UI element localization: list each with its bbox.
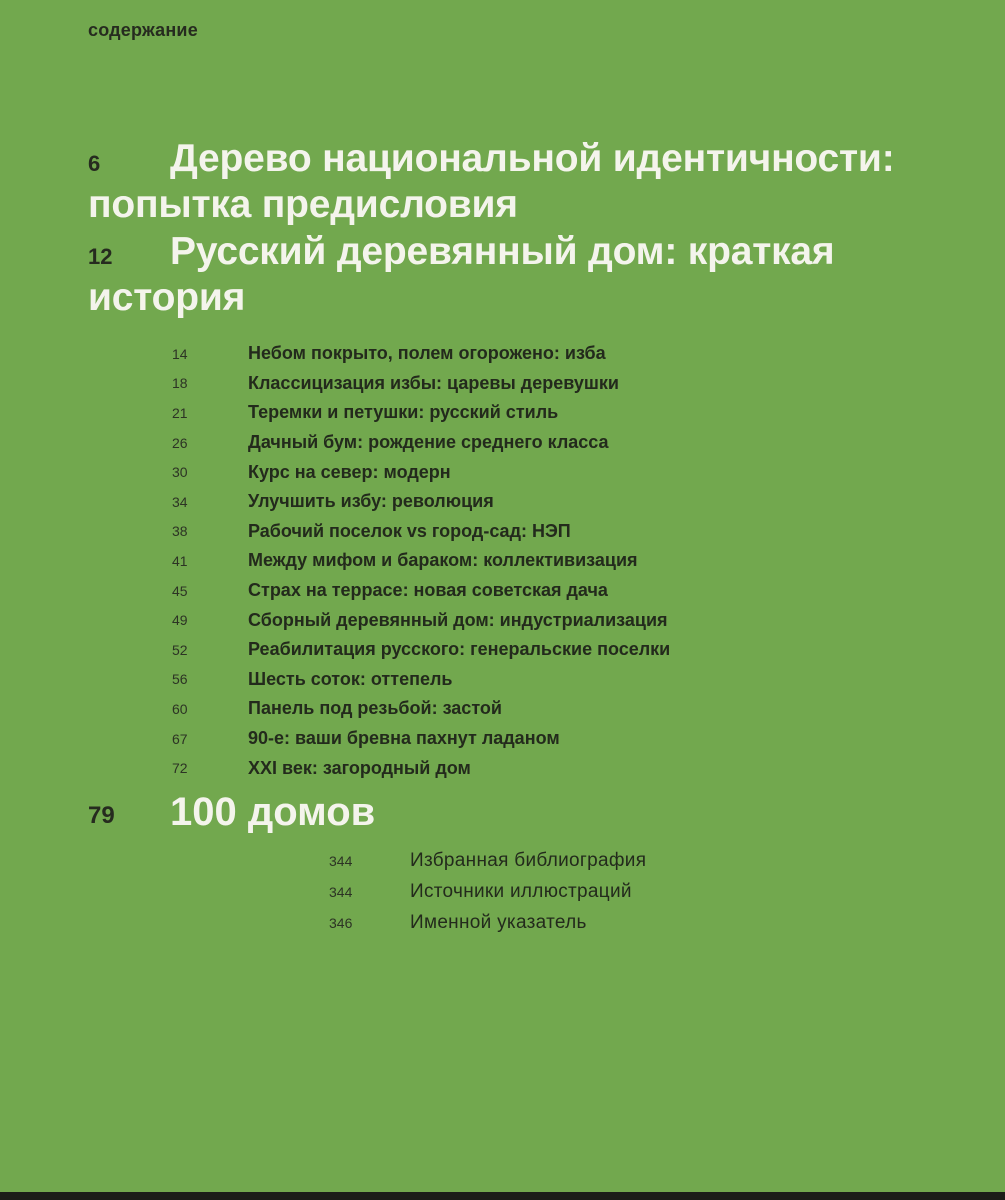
chapter-title: Русский деревянный дом: краткая история <box>88 230 835 319</box>
subchapter-page-number: 41 <box>172 552 188 569</box>
subchapter-title: Рабочий поселок vs город-сад: НЭП <box>248 520 571 541</box>
subchapter-title: Сборный деревянный дом: индустриализация <box>248 609 668 630</box>
subchapter-entry[interactable] <box>172 605 670 635</box>
appendix-entry[interactable] <box>329 845 646 876</box>
subchapter-page-number: 67 <box>172 730 188 747</box>
subchapter-title: 90-е: ваши бревна пахнут ладаном <box>248 728 560 749</box>
subchapter-title: Курс на север: модерн <box>248 461 451 482</box>
subchapter-entry[interactable] <box>172 339 670 369</box>
subchapter-title: Улучшить избу: революция <box>248 491 494 512</box>
appendix-list <box>329 845 646 938</box>
subchapter-entry[interactable] <box>172 369 670 399</box>
chapter-page-number: 12 <box>88 244 113 269</box>
part-entry[interactable] <box>88 786 688 842</box>
subchapter-page-number: 72 <box>172 760 188 777</box>
subchapter-title: Классицизация избы: царевы деревушки <box>248 372 619 393</box>
subchapter-page-number: 18 <box>172 375 188 392</box>
subchapter-entry[interactable] <box>172 694 670 724</box>
subchapter-page-number: 56 <box>172 671 188 688</box>
subchapter-entry[interactable] <box>172 457 670 487</box>
subchapter-page-number: 34 <box>172 493 188 510</box>
subchapter-entry[interactable] <box>172 517 670 547</box>
subchapter-entry[interactable] <box>172 398 670 428</box>
subchapter-page-number: 60 <box>172 700 188 717</box>
subchapter-title: Шесть соток: оттепель <box>248 668 453 689</box>
appendix-title: Источники иллюстраций <box>410 880 632 902</box>
subchapter-entry[interactable] <box>172 724 670 754</box>
appendix-entry[interactable] <box>329 907 646 938</box>
subchapter-title: Теремки и петушки: русский стиль <box>248 402 559 423</box>
chapter-entry[interactable] <box>88 136 988 228</box>
subchapter-title: Панель под резьбой: застой <box>248 698 502 719</box>
subchapter-entry[interactable] <box>172 635 670 665</box>
page-bottom-edge <box>0 1192 1005 1200</box>
subchapter-title: Небом покрыто, полем огорожено: изба <box>248 343 606 364</box>
subchapter-page-number: 26 <box>172 434 188 451</box>
subchapter-title: Между мифом и бараком: коллективизация <box>248 550 638 571</box>
appendix-page-number: 344 <box>329 852 353 869</box>
subchapter-title: XXI век: загородный дом <box>248 757 471 778</box>
appendix-title: Именной указатель <box>410 911 587 933</box>
subchapter-title: Реабилитация русского: генеральские поселки <box>248 639 671 660</box>
subchapter-page-number: 45 <box>172 582 188 599</box>
part-title: 100 домов <box>170 790 376 834</box>
appendix-title: Избранная библиография <box>410 849 647 871</box>
subchapter-page-number: 52 <box>172 641 188 658</box>
subchapter-entry[interactable] <box>172 546 670 576</box>
subchapter-page-number: 21 <box>172 404 188 421</box>
part-page-number: 79 <box>88 802 115 829</box>
subchapter-entry[interactable] <box>172 487 670 517</box>
section-label: содержание <box>88 20 198 40</box>
subchapter-entry[interactable] <box>172 665 670 695</box>
subchapter-title: Страх на террасе: новая советская дача <box>248 580 608 601</box>
chapter-title: Дерево национальной идентичности: попытка предисловия <box>88 137 895 226</box>
subchapter-page-number: 14 <box>172 345 188 362</box>
appendix-page-number: 344 <box>329 883 353 900</box>
subchapter-entry[interactable] <box>172 753 670 783</box>
chapter-entry[interactable] <box>88 229 988 321</box>
chapter-page-number: 6 <box>88 151 101 176</box>
subchapter-page-number: 49 <box>172 612 188 629</box>
subchapter-list <box>172 339 670 783</box>
subchapter-title: Дачный бум: рождение среднего класса <box>248 432 609 453</box>
subchapter-page-number: 38 <box>172 523 188 540</box>
subchapter-entry[interactable] <box>172 428 670 458</box>
subchapter-entry[interactable] <box>172 576 670 606</box>
appendix-entry[interactable] <box>329 876 646 907</box>
appendix-page-number: 346 <box>329 914 353 931</box>
subchapter-page-number: 30 <box>172 464 188 481</box>
